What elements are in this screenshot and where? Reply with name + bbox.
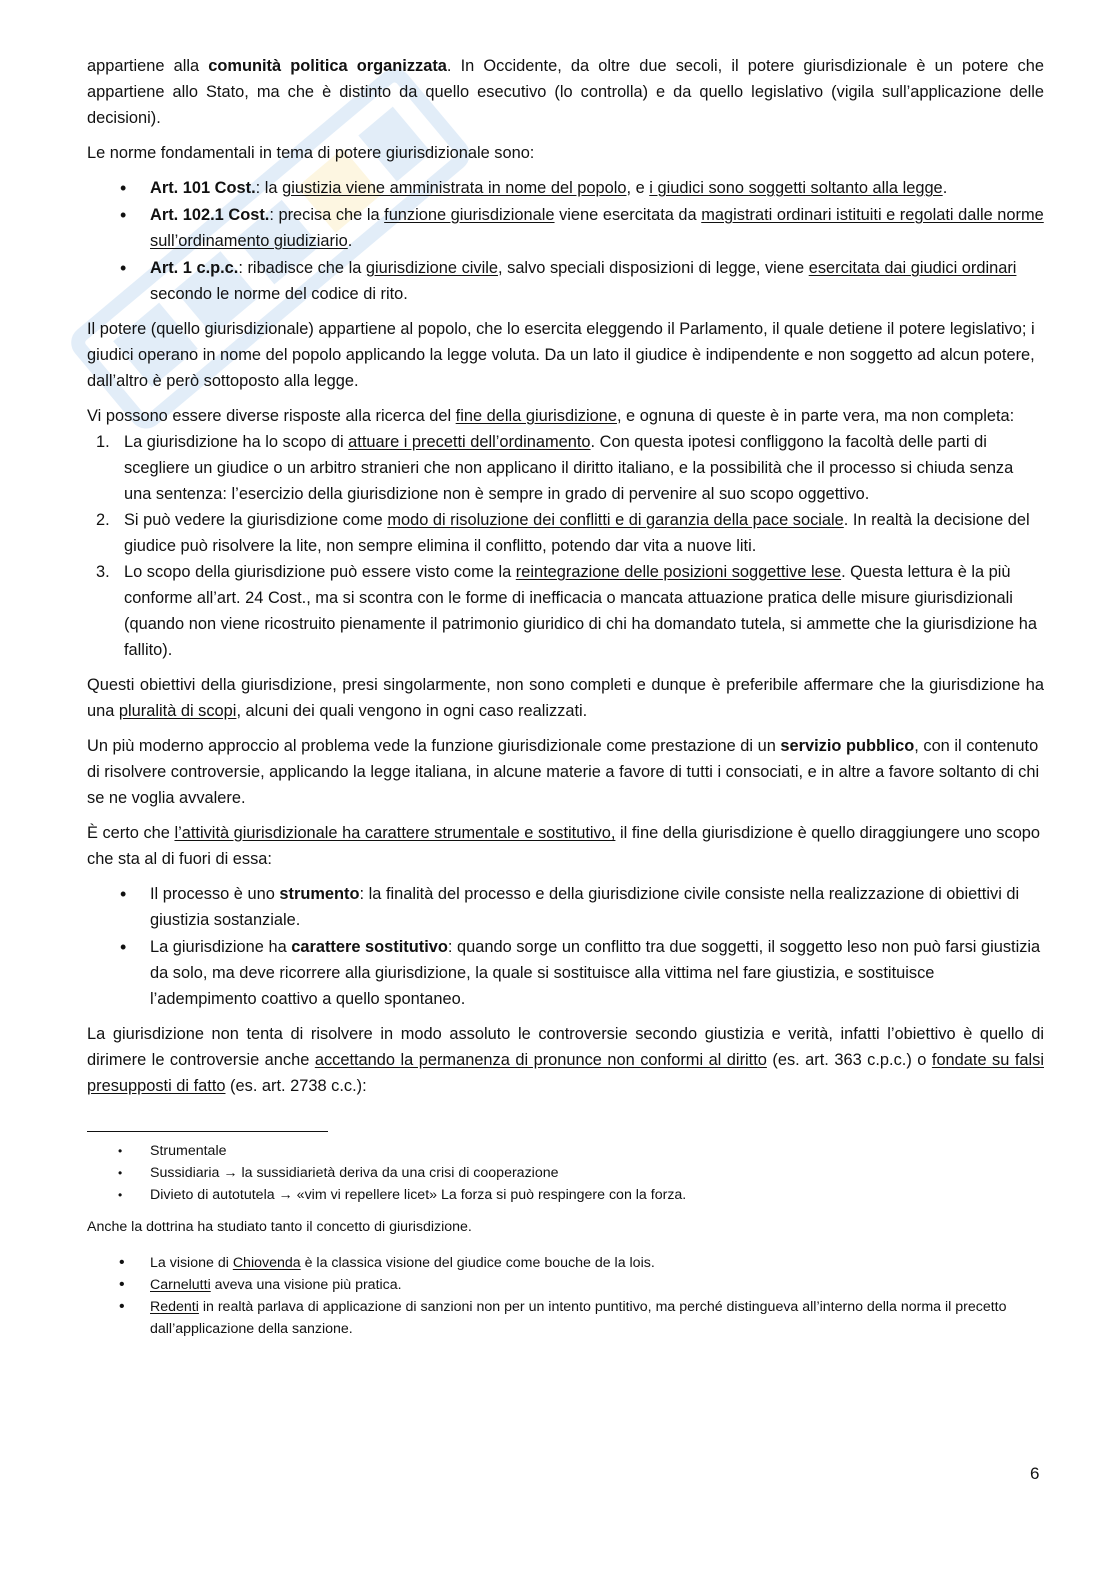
bold-term: comunità politica organizzata — [208, 57, 447, 75]
paragraph: Le norme fondamentali in tema di potere giurisdizionale sono: — [87, 144, 535, 162]
footnote-item: • Divieto di autotutela → «vim vi repellere licet» La forza si può respingere con la forza. — [150, 1184, 1044, 1206]
list-item: 1. La giurisdizione ha lo scopo di attuare i precetti dell’ordinamento. Con questa ipotesi confliggono la facoltà delle parti di scegliere un giudice o un arbitro stranieri che non applicano il diritto italiano, e la possibilità che il processo si chiuda senza una sentenza: l’esercizio della giurisdizione non è sempre in grado di pervenire al suo scopo oggettivo. — [96, 433, 1014, 503]
paragraph: È certo che l’attività giurisdizionale ha carattere strumentale e sostitutivo, il fine della giurisdizione è quello diraggiungere uno scopo che sta al di fuori di essa: — [87, 824, 1041, 868]
footnote-bullet-list — [87, 1252, 1044, 1340]
footnote-item: • Redenti in realtà parlava di applicazione di sanzioni non per un intento puntitivo, ma perché distingueva all’interno della norma il precetto dall’applicazione della sanzione. — [150, 1296, 1044, 1340]
footnote-item: • Carnelutti aveva una visione più pratica. — [150, 1274, 1044, 1296]
paragraph: Vi possono essere diverse risposte alla ricerca del fine della giurisdizione, e ognuna di queste è in parte vera, ma non completa: — [87, 407, 1015, 425]
footnote-item: • La visione di Chiovenda è la classica visione del giudice come bouche de la lois. — [150, 1252, 1044, 1274]
paragraph: Un più moderno approccio al problema vede la funzione giurisdizionale come prestazione di un servizio pubblico, con il contenuto di risolvere controversie, applicando la legge italiana, in alcune materie a favore di tutti i consociati, e in altre a favore soltanto di chi se ne voglia avvalere. — [87, 737, 1040, 807]
list-item: 3. Lo scopo della giurisdizione può essere visto come la reintegrazione delle posizioni soggettive lese. Questa lettura è la più conforme all’art. 24 Cost., ma si scontra con le forme di inefficacia o mancata attuazione pratica delle misure giurisdizionali (quando non viene ricostruito pienamente il patrimonio giuridico di chi ha domandato tutela, si ammette che la giurisdizione ha fallito). — [96, 563, 1037, 659]
list-item: • Art. 1 c.p.c.: ribadisce che la giurisdizione civile, salvo speciali disposizioni di legge, viene esercitata dai giudici ordinari secondo le norme del codice di rito. — [150, 255, 1044, 307]
list-item: • Il processo è uno strumento: la finalità del processo e della giurisdizione civile consiste nella realizzazione di obiettivi di giustizia sostanziale. — [150, 881, 1044, 933]
bullet-list — [87, 175, 1044, 307]
bullet-list — [87, 881, 1044, 1012]
paragraph: Questi obiettivi della giurisdizione, presi singolarmente, non sono completi e dunque è preferibile affermare che la giurisdizione ha una pluralità di scopi, alcuni dei quali vengono in ogni caso realizzati. — [87, 676, 1044, 720]
page-number: 6 — [1030, 1464, 1040, 1483]
list-item: • Art. 101 Cost.: la giustizia viene amministrata in nome del popolo, e i giudici sono soggetti soltanto alla legge. — [150, 175, 1044, 201]
paragraph: Il potere (quello giurisdizionale) appartiene al popolo, che lo esercita eleggendo il Parlamento, il quale detiene il potere legislativo; i giudici operano in nome del popolo applicando la legge voluta. Da un lato il giudice è indipendente e non soggetto ad alcun potere, dall’altro è però sottoposto alla legge. — [87, 320, 1035, 390]
list-item: • La giurisdizione ha carattere sostitutivo: quando sorge un conflitto tra due soggetti, il soggetto leso non può farsi giustizia da solo, ma deve ricorrere alla giurisdizione, la quale si sostituisce alla vittima nel fare giustizia, e sostituisce l’adempimento coattivo a quello spontaneo. — [150, 934, 1044, 1012]
footnote-separator — [87, 1131, 328, 1132]
document-body — [87, 53, 1044, 1340]
footnote-list — [87, 1140, 1044, 1206]
paragraph: La giurisdizione non tenta di risolvere in modo assoluto le controversie secondo giustizia e verità, infatti l’obiettivo è quello di dirimere le controversie anche accettando la permanenza di pronunce non conformi al diritto (es. art. 363 c.p.c.) o fondate su falsi presupposti di fatto (es. art. 2738 c.c.): — [87, 1025, 1044, 1095]
footnote-paragraph: Anche la dottrina ha studiato tanto il concetto di giurisdizione. — [87, 1219, 472, 1235]
numbered-list — [87, 429, 1044, 663]
paragraph: appartiene alla comunità politica organizzata. In Occidente, da oltre due secoli, il potere giurisdizionale è un potere che appartiene allo Stato, ma che è distinto da quello esecutivo (lo controlla) e da quello legislativo (vigila sull’applicazione delle decisioni). — [87, 57, 1044, 127]
list-item: • Art. 102.1 Cost.: precisa che la funzione giurisdizionale viene esercitata da magistrati ordinari istituiti e regolati dalle norme sull’ordinamento giudiziario. — [150, 202, 1044, 254]
footnote-item: • Sussidiaria → la sussidiarietà deriva da una crisi di cooperazione — [150, 1162, 1044, 1184]
footnote-item: • Strumentale — [150, 1140, 1044, 1162]
list-item: 2. Si può vedere la giurisdizione come modo di risoluzione dei conflitti e di garanzia della pace sociale. In realtà la decisione del giudice può risolvere la lite, non sempre elimina il conflitto, potendo dar vita a nuove liti. — [96, 511, 1030, 555]
